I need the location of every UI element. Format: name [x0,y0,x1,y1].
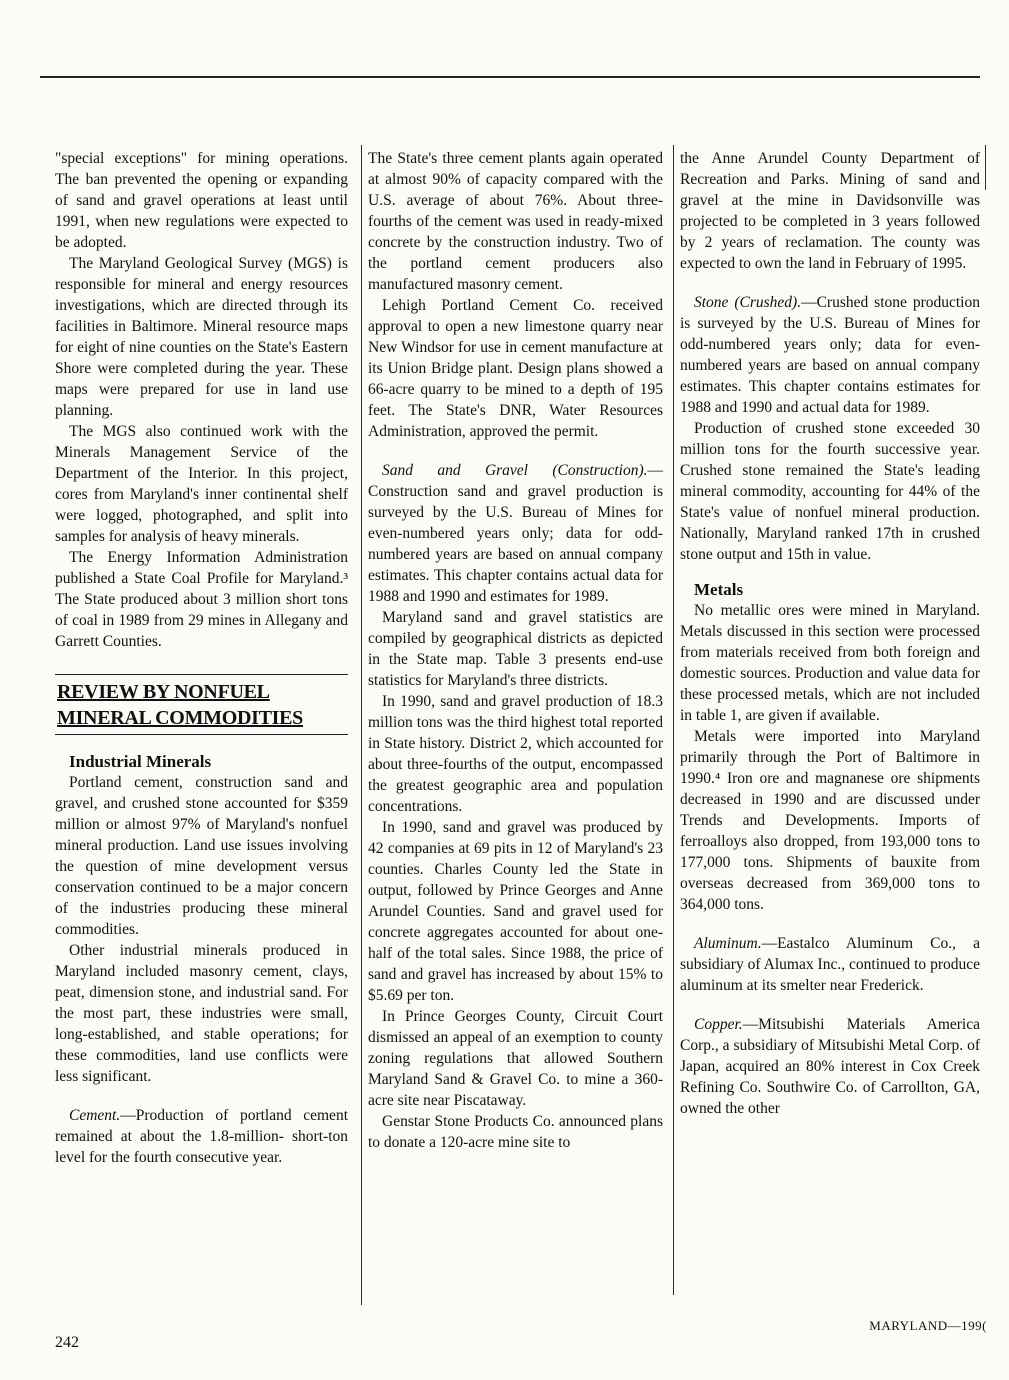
paragraph: Maryland sand and gravel statistics are compiled by geographical districts as depicted in the State map. Table 3 presents end-use statistics for Maryland's three districts. [368,609,663,689]
paragraph [680,933,980,996]
inline-heading: Sand and Gravel (Construction). [382,462,648,479]
paragraph: Production of crushed stone exceeded 30 million tons for the fourth successive year. Crushed stone remained the State's leading mineral commodity, accounting for 44% of the State's value of nonfuel mineral production. Nationally, Maryland ranked 17th in crushed stone output and 15th in value. [680,420,980,563]
paragraph [680,1014,980,1119]
running-head: MARYLAND—199( [869,1318,987,1333]
paragraph: No metallic ores were mined in Maryland. Metals discussed in this section were processed from materials received from both foreign and domestic sources. Production and value data for these processed metals, which are not included in table 1, are given if available. [680,602,980,724]
inline-heading: Stone (Crushed). [694,294,802,311]
paragraph: The State's three cement plants again operated at almost 90% of capacity compared with the U.S. average of about 76%. About three-fourths of the cement was used in ready-mixed concrete by the construction industry. Two of the portland cement producers also manufactured masonry cement. [368,150,663,293]
column-3 [680,148,980,1119]
paragraph: Genstar Stone Products Co. announced plans to donate a 120-acre mine site to [368,1113,663,1151]
subheading: Industrial Minerals [69,752,212,771]
column-1 [55,148,348,1168]
page-number: 242 [55,1334,79,1351]
paragraph-text: —Crushed stone production is surveyed by the U.S. Bureau of Mines for odd-numbered years only; data for even-numbered years are based on annual company estimates. This chapter contains estimates for 1988 and 1990 and actual data for 1989. [680,294,980,416]
column-2 [368,148,663,1153]
paragraph-text: —Eastalco Aluminum Co., a subsidiary of Alumax Inc., continued to produce aluminum at its smelter near Frederick. [680,935,980,994]
column-divider-1 [361,145,362,1305]
paragraph: Other industrial minerals produced in Maryland included masonry cement, clays, peat, dimension stone, and industrial sand. For the most part, these industries were small, long-established, and stable operations; for these commodities, land use conflicts were less significant. [55,942,348,1085]
inline-heading: Aluminum. [694,935,762,952]
paragraph [680,292,980,418]
paragraph: Lehigh Portland Cement Co. received approval to open a new limestone quarry near New Windsor for use in cement manufacture at its Union Bridge plant. Design plans showed a 66-acre quarry to be mined to a depth of 195 feet. The State's DNR, Water Resources Administration, approved the permit. [368,297,663,440]
section-heading [55,674,348,735]
column-divider-3 [985,145,986,190]
top-rule [40,76,980,78]
column-divider-2 [673,145,674,1295]
inline-heading: Cement. [69,1107,121,1124]
paragraph: The MGS also continued work with the Minerals Management Service of the Department of the Interior. In this project, cores from Maryland's inner continental shelf were logged, photographed, and split into samples for analysis of heavy minerals. [55,423,348,545]
paragraph: "special exceptions" for mining operations. The ban prevented the opening or expanding of sand and gravel operations at least until 1991, when new regulations were expected to be adopted. [55,150,348,251]
paragraph: The Maryland Geological Survey (MGS) is responsible for mineral and energy resources investigations, which are directed through its facilities in Baltimore. Mineral resource maps for eight of nine counties on the State's Eastern Shore were completed during the year. These maps were prepared for use in land use planning. [55,255,348,419]
paragraph: Portland cement, construction sand and gravel, and crushed stone accounted for $359 million or almost 97% of Maryland's nonfuel mineral production. Land use issues involving the question of mine development versus conservation continued to be a major concern of the industries producing these mineral commodities. [55,774,348,938]
paragraph-text: —Construction sand and gravel production is surveyed by the U.S. Bureau of Mines for even-numbered years only; data for odd-numbered years are based on annual company estimates. This chapter contains actual data for 1988 and 1990 and estimates for 1989. [368,462,663,605]
paragraph [368,460,663,607]
paragraph: In 1990, sand and gravel was produced by 42 companies at 69 pits in 12 of Maryland's 23 counties. Charles County led the State in output, followed by Prince Georges and Anne Arundel Counties. Sand and gravel used for concrete aggregates accounted for about one-half of the total sales. Since 1988, the price of sand and gravel has increased by about 15% to $5.69 per ton. [368,819,663,1004]
inline-heading: Copper. [694,1016,743,1033]
paragraph [55,1105,348,1168]
section-heading-line: REVIEW BY NONFUEL [57,681,270,703]
paragraph: In Prince Georges County, Circuit Court dismissed an appeal of an exemption to county zoning regulations that allowed Southern Maryland Sand & Gravel Co. to mine a 360-acre site near Piscataway. [368,1008,663,1109]
paragraph: Metals were imported into Maryland primarily through the Port of Baltimore in 1990.⁴ Iron ore and magnanese ore shipments decreased in 1990 and are discussed under Trends and Developments. Imports of ferroalloys also dropped, from 193,000 tons to 177,000 tons. Shipments of bauxite from overseas decreased from 369,000 tons to 364,000 tons. [680,728,980,913]
section-heading-line: MINERAL COMMODITIES [57,707,303,729]
paragraph: In 1990, sand and gravel production of 18.3 million tons was the third highest total reported in State history. District 2, which accounted for about three-fourths of the output, encompassed the greatest geographic area and population concentrations. [368,693,663,815]
paragraph: The Energy Information Administration published a State Coal Profile for Maryland.³ The State produced about 3 million short tons of coal in 1989 from 29 mines in Allegany and Garrett Counties. [55,549,348,650]
subheading: Metals [694,580,744,599]
paragraph-text: —Mitsubishi Materials America Corp., a subsidiary of Mitsubishi Metal Corp. of Japan, acquired an 80% interest in Cox Creek Refining Co. Southwire Co. of Carrollton, GA, owned the other [680,1016,980,1117]
paragraph: the Anne Arundel County Department of Recreation and Parks. Mining of sand and gravel at the mine in Davidsonville was projected to be completed in 3 years followed by 2 years of reclamation. The county was expected to own the land in February of 1995. [680,150,980,272]
paragraph-text: —Production of portland cement remained at about the 1.8-million- short-ton level for the fourth consecutive year. [55,1107,348,1166]
